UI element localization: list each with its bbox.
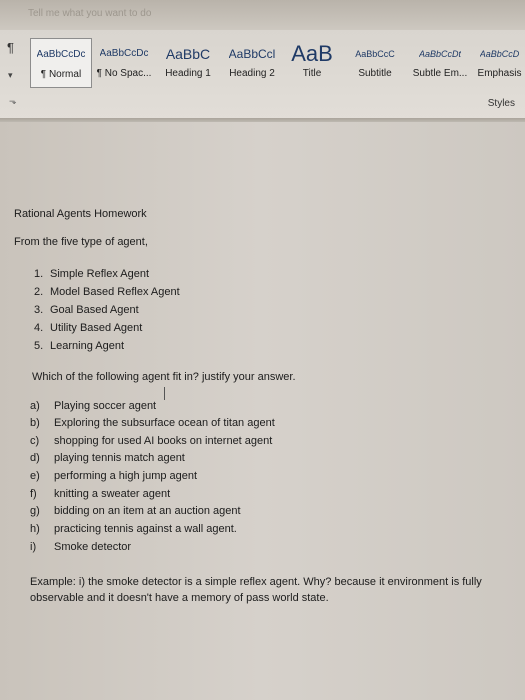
list-text: Learning Agent [50,340,125,352]
style-emphasis[interactable] [474,38,525,88]
list-number: 2. [34,286,44,298]
style-name: Emphasis [477,68,522,79]
style-preview: AaBbCcDt [418,49,462,59]
style-preview: AaBbC [165,46,211,62]
style-name: Subtitle [358,68,392,79]
example-line-1: Example: i) the smoke detector is a simple reflex agent. Why? because it environment is fully [30,576,482,588]
style-subtitle[interactable] [344,38,406,88]
style-name: Heading 2 [229,68,275,79]
task-item [30,488,170,500]
style-preview: AaB [291,41,333,66]
task-letter: g) [30,505,40,517]
task-text: shopping for used AI books on internet agent [54,435,273,447]
task-item [30,452,185,464]
list-text: Goal Based Agent [50,304,139,316]
list-text: Utility Based Agent [50,322,143,334]
style-preview: AaBbCcD [479,49,520,59]
list-item [34,340,124,352]
task-letter: i) [30,541,37,553]
styles-group-label: Styles [487,98,515,109]
task-item [30,400,156,412]
list-text: Model Based Reflex Agent [50,286,180,298]
list-number: 4. [34,322,44,334]
style-name: Title [302,68,322,79]
style-heading-1[interactable] [158,38,218,88]
list-number: 1. [34,268,44,280]
task-letter: c) [30,435,40,447]
task-item [30,417,275,429]
ribbon [0,0,525,122]
style-title[interactable] [284,38,340,88]
tell-me-search[interactable]: Tell me what you want to do [28,8,152,19]
document-page[interactable] [0,122,525,700]
style-preview: AaBbCcDc [36,49,86,60]
show-formatting-button[interactable]: ¶ [7,40,14,55]
task-text: performing a high jump agent [54,470,198,482]
style-heading-2[interactable] [222,38,282,88]
list-item [34,268,149,280]
style-normal[interactable] [30,38,92,88]
style-name: Heading 1 [165,68,211,79]
dialog-launcher-icon[interactable]: ⬎ [9,96,17,106]
style-no-spacing[interactable] [94,38,154,88]
question-text: Which of the following agent fit in? justify your answer. [32,371,296,383]
task-item [30,541,131,553]
task-letter: h) [30,523,40,535]
task-text: Exploring the subsurface ocean of titan agent [54,417,275,429]
example-line-2: observable and it doesn't have a memory of pass world state. [30,592,329,604]
style-subtle-emphasis[interactable] [408,38,472,88]
task-letter: a) [30,400,40,412]
task-text: Playing soccer agent [54,400,157,412]
list-number: 5. [34,340,44,352]
task-text: Smoke detector [54,541,132,553]
task-item [30,435,272,447]
list-item [34,304,139,316]
task-letter: f) [30,488,37,500]
text-cursor [164,387,165,400]
style-name: Subtle Em... [412,68,468,79]
task-letter: e) [30,470,40,482]
style-preview: AaBbCcC [355,49,395,59]
intro-text: From the five type of agent, [14,236,148,248]
task-letter: b) [30,417,40,429]
task-text: knitting a sweater agent [54,488,171,500]
task-letter: d) [30,452,40,464]
style-name: ¶ No Spac... [96,68,152,79]
style-name: ¶ Normal [40,69,82,80]
task-text: playing tennis match agent [54,452,185,464]
style-preview: AaBbCcl [228,47,276,61]
list-number: 3. [34,304,44,316]
task-item [30,505,241,517]
task-item [30,523,237,535]
paragraph-dropdown-icon[interactable]: ▾ [8,70,13,80]
document-title: Rational Agents Homework [14,208,147,220]
ribbon-top-strip [0,0,525,30]
styles-gallery [30,38,525,90]
style-preview: AaBbCcDc [99,48,149,59]
list-item [34,322,142,334]
task-text: bidding on an item at an auction agent [54,505,241,517]
task-item [30,470,197,482]
list-text: Simple Reflex Agent [50,268,150,280]
list-item [34,286,180,298]
task-text: practicing tennis against a wall agent. [54,523,237,535]
